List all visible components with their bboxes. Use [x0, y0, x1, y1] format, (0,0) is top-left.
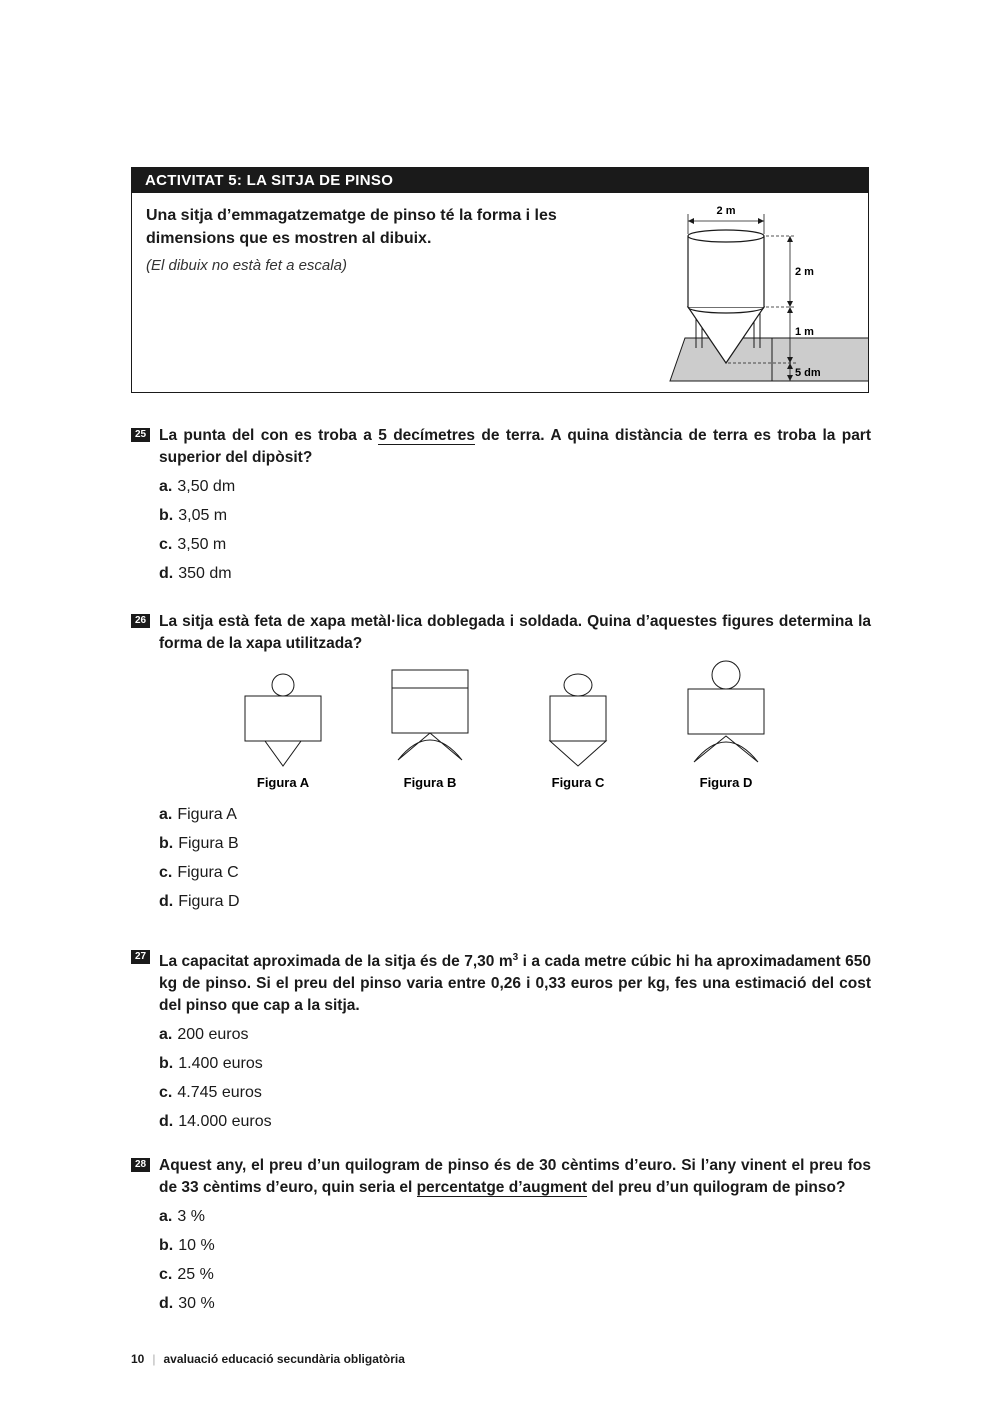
figure-c	[550, 674, 606, 790]
figure-d	[688, 661, 764, 790]
option-c[interactable]: c. 4.745 euros	[159, 1084, 262, 1102]
answer-options	[159, 1207, 871, 1323]
option-c[interactable]: c. 25 %	[159, 1266, 214, 1283]
ground-gap-label: 5 dm	[795, 367, 821, 379]
question-25	[131, 425, 871, 593]
figure-a	[245, 674, 321, 790]
option-b[interactable]: b. 10 %	[159, 1237, 215, 1254]
answer-options	[159, 1025, 871, 1141]
question-text: La capacitat aproximada de la sitja és de 7,30 $m^3$ i a cada metre cúbic hi ha aproximadament 650 kg de pinso. Si el preu del pinso varia entre 0,26 i 0,33 euros per kg, fes una estimació del cost del pinso que cap a la sitja.	[159, 952, 871, 1015]
activity-header: ACTIVITAT 5: LA SITJA DE PINSO	[132, 168, 868, 193]
option-a[interactable]: a. 3,50 dm	[159, 478, 236, 495]
question-text: Aquest any, el preu d’un quilogram de pinso és de 30 cèntims d’euro. Si l’any vinent el preu fos de 33 cèntims d’euro, quin seria el percentatge d’augment del preu d’un quilogram de pinso?	[159, 1157, 871, 1196]
footer-separator: |	[152, 1352, 156, 1366]
question-text: La sitja està feta de xapa metàl·lica doblegada i soldada. Quina d’aquestes figures determina la forma de la xapa utilitzada?	[159, 613, 871, 652]
option-c[interactable]: c. Figura C	[159, 864, 239, 881]
option-d[interactable]: d. 14.000 euros	[159, 1113, 272, 1131]
option-b[interactable]: b. 1.400 euros	[159, 1055, 263, 1073]
option-d[interactable]: d. Figura D	[159, 893, 240, 910]
figure-d-label: Figura D	[699, 775, 753, 790]
option-d[interactable]: d. 30 %	[159, 1295, 215, 1312]
question-26	[131, 611, 871, 655]
question-27	[131, 947, 871, 1141]
activity-box	[131, 167, 869, 393]
question-text: La punta del con es troba a 5 decímetres de terra. A quina distància de terra es troba la part superior del dipòsit?	[159, 427, 872, 466]
answer-options	[159, 477, 871, 593]
width-label: 2 m	[716, 205, 736, 217]
footer-title: avaluació educació secundària obligatòria	[163, 1352, 405, 1366]
option-a[interactable]: a. 200 euros	[159, 1026, 249, 1044]
question-number: 25	[131, 428, 150, 442]
underlined-term: 5 decímetres	[378, 427, 476, 444]
silo-diagram	[668, 196, 868, 386]
question-28	[131, 1155, 871, 1323]
question-26-options	[131, 805, 871, 921]
figure-a-label: Figura A	[256, 775, 310, 790]
page-footer	[131, 1352, 405, 1366]
cylinder-height-label: 2 m	[795, 266, 814, 278]
figure-c-label: Figura C	[551, 775, 605, 790]
question-number: 26	[131, 614, 150, 628]
answer-options	[159, 805, 871, 921]
question-number: 27	[131, 950, 150, 964]
figure-b	[392, 670, 468, 790]
option-b[interactable]: b. Figura B	[159, 835, 239, 852]
silo-cylinder	[688, 230, 764, 242]
figure-b-label: Figura B	[403, 775, 457, 790]
option-b[interactable]: b. 3,05 m	[159, 507, 228, 524]
question-number: 28	[131, 1158, 150, 1172]
cone-height-label: 1 m	[795, 326, 814, 338]
activity-intro: Una sitja d’emmagatzematge de pinso té la forma i les dimensions que es mostren al dibuix.	[146, 207, 557, 247]
underlined-term: percentatge d’augment	[416, 1179, 588, 1196]
page-number: 10	[131, 1352, 145, 1366]
activity-note: (El dibuix no està fet a escala)	[146, 257, 347, 274]
option-a[interactable]: a. 3 %	[159, 1208, 205, 1225]
net-figures	[238, 660, 778, 795]
option-d[interactable]: d. 350 dm	[159, 565, 232, 582]
option-c[interactable]: c. 3,50 m	[159, 536, 227, 553]
option-a[interactable]: a. Figura A	[159, 806, 237, 823]
